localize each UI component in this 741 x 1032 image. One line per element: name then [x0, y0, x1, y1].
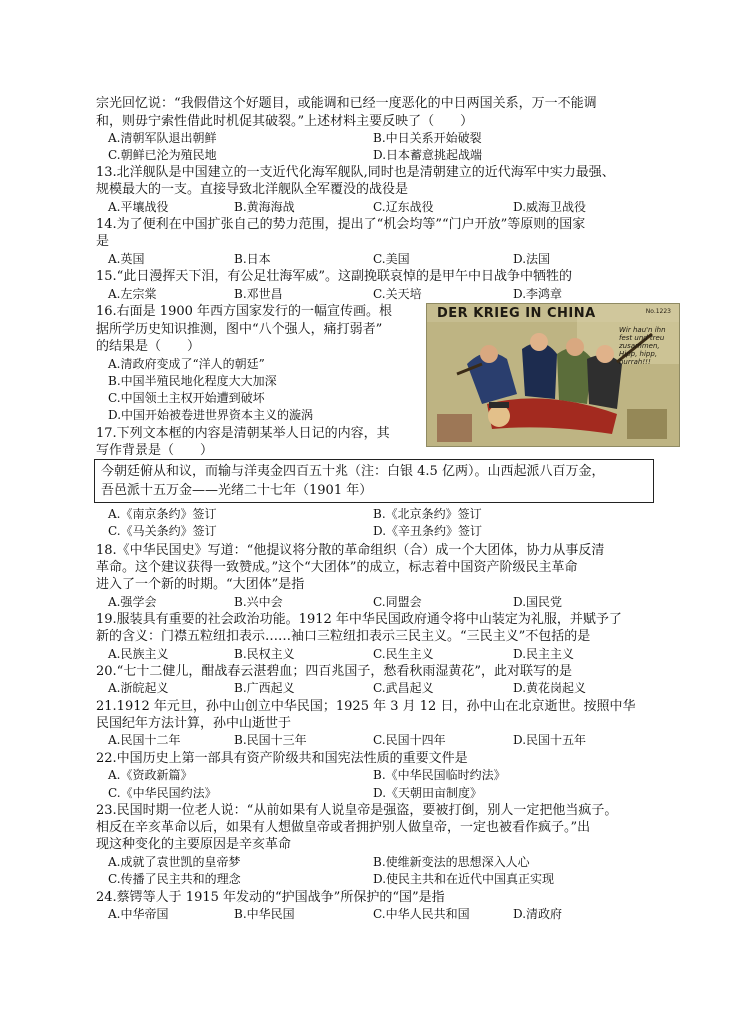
q23-option-c: C.传播了民主共和的理念	[108, 872, 241, 886]
q13-option-b: B.黄海海战	[234, 200, 295, 214]
q13-stem-line1: 13.北洋舰队是中国建立的一支近代化海军舰队,同时也是清朝建立的近代海军中实力最强、	[96, 165, 615, 180]
q15-stem: 15.“此日漫挥天下泪，有公足壮海军威”。这副挽联哀悼的是甲午中日战争中牺牲的	[96, 269, 572, 284]
q19-option-a: A.民族主义	[108, 647, 169, 661]
q19-option-c: C.民生主义	[373, 647, 434, 661]
q12-option-a: A.清朝军队退出朝鲜	[108, 131, 217, 145]
q21-option-b: B.民国十三年	[234, 733, 307, 747]
q18-option-d: D.国民党	[513, 595, 563, 609]
q23-stem-line2: 相反在辛亥革命以后，如果有人想做皇帝或者拥护别人做皇帝，一定也被看作疯子。”出	[96, 820, 591, 835]
q14-option-d: D.法国	[513, 252, 551, 266]
q19-stem-line2: 新的含义：门襟五粒纽扣表示……袖口三粒纽扣表示三民主义。“三民主义”不包括的是	[96, 629, 591, 644]
q18-option-b: B.兴中会	[234, 595, 283, 609]
q22-option-c: C.《中华民国约法》	[108, 786, 217, 800]
q18-stem-line3: 进入了一个新的时期。“大团体”是指	[96, 577, 305, 592]
q22-option-a: A.《资政新篇》	[108, 768, 193, 782]
q22-stem: 22.中国历史上第一部具有资产阶级共和国宪法性质的重要文件是	[96, 751, 468, 766]
q16-option-b: B.中国半殖民地化程度大大加深	[108, 374, 277, 388]
q12-stem-line1: 宗光回忆说：“我假借这个好题目，或能调和已经一度恶化的中日两国关系，万一不能调	[96, 96, 597, 111]
q24-option-a: A.中华帝国	[108, 907, 169, 921]
q17-stem-line2: 写作背景是（ ）	[96, 443, 214, 458]
q21-option-d: D.民国十五年	[513, 733, 587, 747]
q19-stem-line1: 19.服装具有重要的社会政治功能。1912 年中华民国政府通令将中山装定为礼服，并赋予了	[96, 612, 622, 627]
q18-option-a: A.强学会	[108, 595, 157, 609]
q23-option-b: B.使维新变法的思想深入人心	[373, 855, 530, 869]
q16-stem-line2: 据所学历史知识推测，图中“八个强人，痛打弱者”	[96, 322, 383, 337]
q20-option-d: D.黄花岗起义	[513, 681, 587, 695]
poster-title: DER KRIEG IN CHINA	[437, 306, 596, 321]
q14-stem-line2: 是	[96, 234, 110, 249]
q17-stem-line1: 17.下列文本框的内容是清朝某举人日记的内容，其	[96, 426, 390, 441]
q13-option-c: C.辽东战役	[373, 200, 434, 214]
q21-option-c: C.民国十四年	[373, 733, 446, 747]
q24-option-b: B.中华民国	[234, 907, 295, 921]
q13-option-a: A.平壤战役	[108, 200, 169, 214]
q16-option-a: A.清政府变成了“洋人的朝廷”	[108, 357, 265, 371]
q23-stem-line1: 23.民国时期一位老人说：“从前如果有人说皇帝是强盗，要被打倒，别人一定把他当疯子。	[96, 803, 618, 818]
q21-stem-line2: 民国纪年方法计算，孙中山逝世于	[96, 716, 292, 731]
q21-stem-line1: 21.1912 年元旦，孙中山创立中华民国；1925 年 3 月 12 日，孙中山在北京逝世。按照中华	[96, 699, 636, 714]
q17-option-b: B.《北京条约》签订	[373, 507, 482, 521]
q16-option-c: C.中国领土主权开始遭到破坏	[108, 391, 265, 405]
q12-option-c: C.朝鲜已沦为殖民地	[108, 148, 217, 162]
propaganda-poster	[426, 303, 680, 447]
q23-stem-line3: 现这种变化的主要原因是辛亥革命	[96, 837, 292, 852]
q20-stem: 20.“七十二健儿，酣战春云湛碧血；四百兆国子，愁看秋雨湿黄花”，此对联写的是	[96, 664, 572, 679]
q22-option-d: D.《天朝田亩制度》	[373, 786, 483, 800]
q15-option-c: C.关天培	[373, 287, 422, 301]
q21-option-a: A.民国十二年	[108, 733, 181, 747]
q23-option-d: D.使民主共和在近代中国真正实现	[373, 872, 555, 886]
q24-stem: 24.蔡锷等人于 1915 年发动的“护国战争”所保护的“国”是指	[96, 890, 445, 905]
q23-option-a: A.成就了袁世凯的皇帝梦	[108, 855, 241, 869]
diary-text-line1: 今朝廷俯从和议，而输与洋夷金四百五十兆（注：白银 4.5 亿两）。山西起派八百万金，	[101, 464, 605, 479]
q14-option-c: C.美国	[373, 252, 410, 266]
q16-stem-line3: 的结果是（ ）	[96, 339, 201, 354]
q15-option-a: A.左宗棠	[108, 287, 157, 301]
q18-option-c: C.同盟会	[373, 595, 422, 609]
poster-slogan: Wir hau'n ihn fest und treu zusammen, Hipp, hipp, hurrah!!!	[619, 326, 666, 366]
q14-stem-line1: 14.为了便利在中国扩张自己的势力范围，提出了“机会均等”“门户开放”等原则的国家	[96, 217, 586, 232]
q17-option-d: D.《辛丑条约》签订	[373, 524, 483, 538]
q20-option-b: B.广西起义	[234, 681, 295, 695]
poster-number: No.1223	[645, 308, 671, 315]
q18-stem-line2: 革命。这个建议获得一致赞成。”这个“大团体”的成立，标志着中国资产阶级民主革命	[96, 560, 578, 575]
diary-text-line2: 吾邑派十五万金——光绪二十七年（1901 年）	[101, 483, 373, 498]
diary-textbox	[94, 459, 654, 503]
q20-option-a: A.浙皖起义	[108, 681, 169, 695]
q19-option-b: B.民权主义	[234, 647, 295, 661]
q19-option-d: D.民主主义	[513, 647, 575, 661]
q16-stem-line1: 16.右面是 1900 年西方国家发行的一幅宣传画。根	[96, 304, 393, 319]
q15-option-b: B.邓世昌	[234, 287, 283, 301]
q16-option-d: D.中国开始被卷进世界资本主义的漩涡	[108, 408, 314, 422]
q13-stem-line2: 规模最大的一支。直接导致北洋舰队全军覆没的战役是	[96, 182, 409, 197]
q24-option-c: C.中华人民共和国	[373, 907, 470, 921]
q18-stem-line1: 18.《中华民国史》写道：“他提议将分散的革命组织（合）成一个大团体，协力从事反清	[96, 543, 605, 558]
q17-option-c: C.《马关条约》签订	[108, 524, 217, 538]
q12-option-b: B.中日关系开始破裂	[373, 131, 482, 145]
q13-option-d: D.威海卫战役	[513, 200, 587, 214]
q12-option-d: D.日本蓄意挑起战端	[373, 148, 483, 162]
q14-option-b: B.日本	[234, 252, 271, 266]
q17-option-a: A.《南京条约》签订	[108, 507, 217, 521]
q22-option-b: B.《中华民国临时约法》	[373, 768, 506, 782]
q12-stem-line2: 和，则毋宁索性借此时机促其破裂。”上述材料主要反映了（ ）	[96, 114, 474, 129]
q24-option-d: D.清政府	[513, 907, 563, 921]
q20-option-c: C.武昌起义	[373, 681, 434, 695]
q15-option-d: D.李鸿章	[513, 287, 563, 301]
q14-option-a: A.英国	[108, 252, 145, 266]
